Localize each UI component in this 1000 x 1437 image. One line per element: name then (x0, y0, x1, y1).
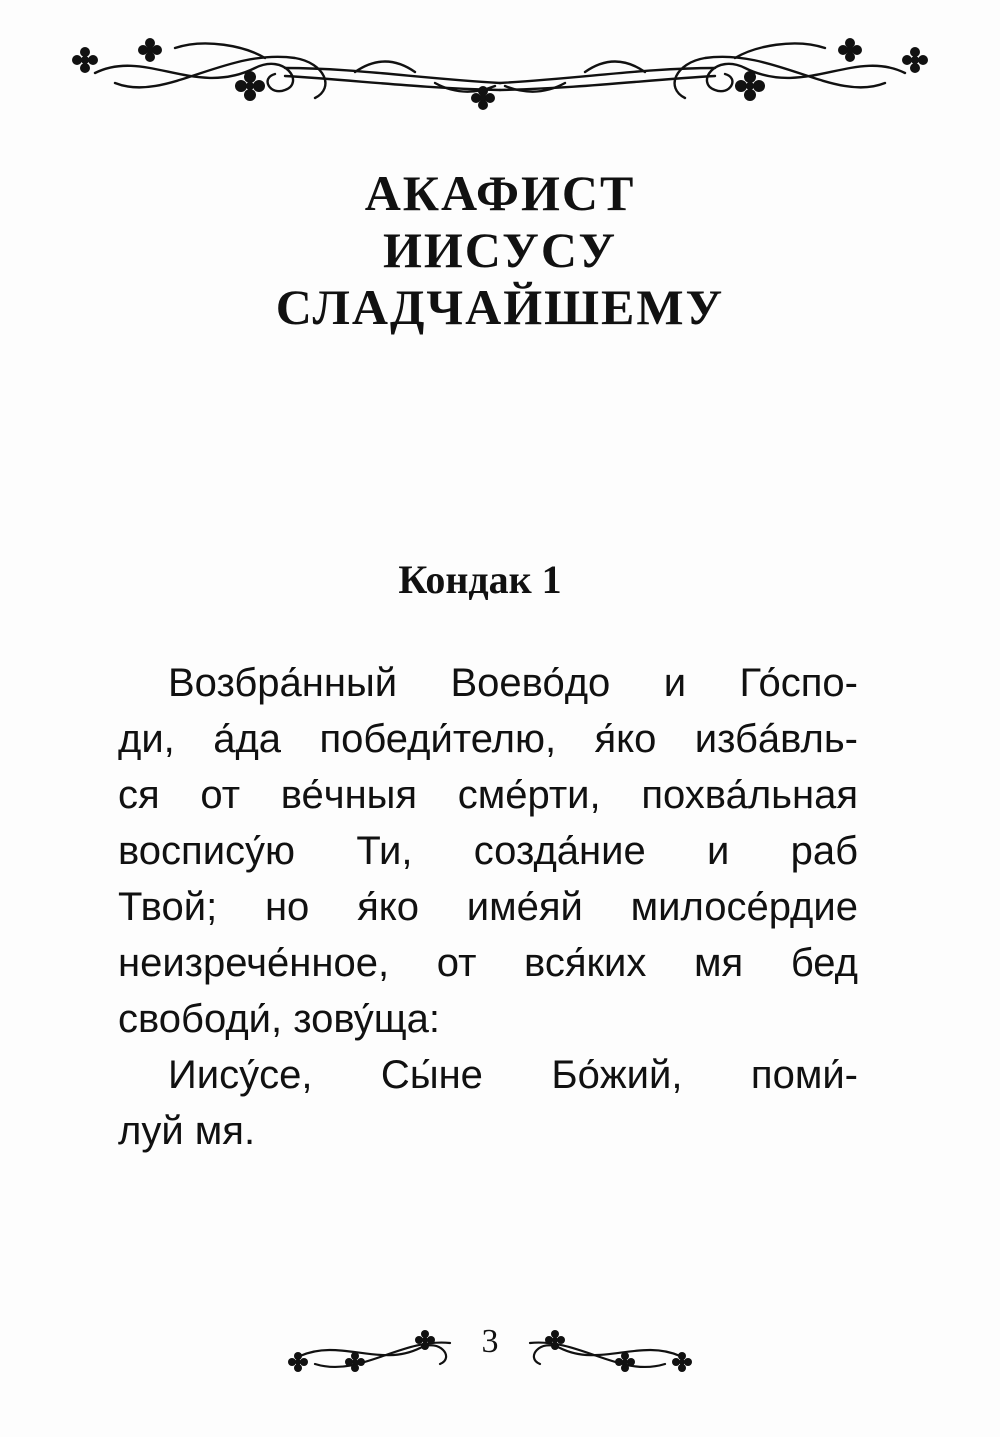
kondak-line: ди, а́да победи́телю, я́ко избáвль- (118, 717, 858, 761)
kondak-line: Возбра́нный Воево́до и Го́спо- (168, 661, 858, 705)
kondak-line: ся от ве́чныя сме́рти, похва́льная (118, 773, 858, 817)
top-floral-ornament (55, 28, 945, 118)
title-line-3: СЛАДЧАЙШЕМУ (275, 279, 725, 335)
title-line-2: ИИСУСУ (382, 222, 618, 278)
kondak-refrain-line: Иису́се, Сы́не Бо́жий, поми́- (168, 1053, 858, 1097)
kondak-line: воспису́ю Ти, созда́ние и раб (118, 829, 858, 873)
page-title (0, 165, 1000, 336)
title-line-1: АКАФИСТ (364, 165, 636, 221)
kondak-heading: Кондак 1 (398, 557, 562, 602)
kondak-line: неизрече́нное, от вся́ких мя бед (118, 941, 858, 985)
kondak-text (118, 655, 858, 1159)
kondak-refrain-line: луй мя. (118, 1109, 256, 1153)
page-number: 3 (481, 1323, 499, 1360)
kondak-line: свободи́, зову́ща: (118, 997, 441, 1041)
kondak-line: Твой; но я́ко име́яй милосе́рдие (118, 885, 858, 929)
